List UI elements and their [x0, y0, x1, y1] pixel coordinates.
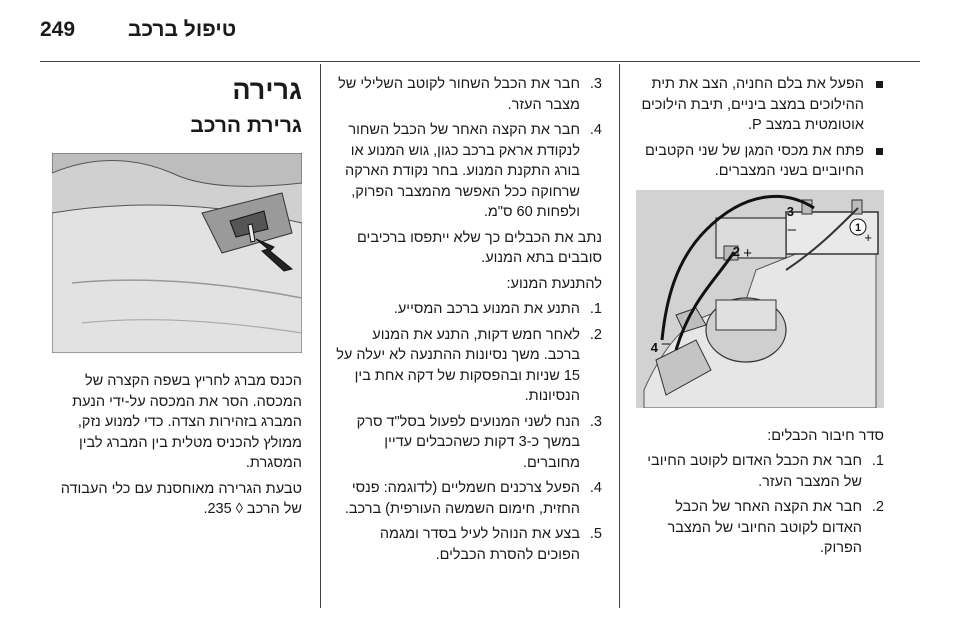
step-item: 1. חבר את הכבל האדום לקוטב החיובי של המצבר העזר.	[647, 453, 884, 490]
plus-sign-2: +	[743, 244, 752, 262]
connect-order-heading: סדר חיבור הכבלים:	[767, 427, 884, 444]
start-engine-heading: להתנעת המנוע:	[506, 275, 602, 292]
header-rule	[40, 61, 920, 62]
column-middle	[336, 74, 602, 570]
towing-subtitle: גרירת הרכב	[190, 114, 302, 137]
bullet-item: פתח את מכסי המגן של שני הקטבים החיוביים בשני המצברים.	[636, 141, 884, 182]
minus-sign-3: –	[787, 220, 796, 238]
step-item: 4. חבר את הקצה האחר של הכבל השחור לנקודת אראק ברכב כגון, גוש המנוע או בורג התקנת המנוע. בחר נקודת הארקה שרחוקה ככל האפשר מהמצבר הפרוק, ולפחות 60 ס"מ.	[345, 122, 602, 220]
column-left	[52, 74, 302, 525]
towing-title: גרירה	[232, 75, 302, 105]
engine-bay-illustration	[636, 190, 884, 408]
minus-sign-4: –	[661, 334, 670, 352]
connect-steps-continued	[336, 74, 602, 223]
connect-steps	[636, 451, 884, 559]
page-number: 249	[40, 18, 76, 41]
jump-start-figure	[636, 190, 884, 408]
figure-label-2: 2	[732, 243, 740, 259]
figure-label-1: 1	[854, 221, 862, 234]
column-right	[636, 74, 884, 564]
step-item: 5. בצע את הנוהל לעיל בסדר ומגמה הפוכים להסרת הכבלים.	[379, 526, 602, 563]
column-divider-left	[320, 64, 321, 608]
towing-cover-figure	[52, 153, 302, 353]
cover-removal-text: הכנס מברג לחריץ בשפה הקצרה של המכסה. הסר את המכסה על-ידי הנעת המברג בזהירות הצדה. כדי למנוע נזק, ממולץ להכניס מטלית בין המברג לבין המסגרת.	[72, 373, 302, 471]
bullet-square-icon	[876, 81, 883, 88]
page-header	[40, 14, 920, 54]
step-item: 4. הפעל צרכנים חשמליים (לדוגמה: פנסי החזית, חימום השמשה העורפית) ברכב.	[344, 480, 602, 517]
step-item: 3. חבר את הכבל השחור לקוטב השלילי של מצבר העזר.	[338, 76, 602, 113]
bumper-cover-illustration	[52, 153, 302, 353]
figure-label-4: 4	[650, 339, 658, 355]
column-divider-right	[619, 64, 620, 608]
step-item: 2. לאחר חמש דקות, התנע את המנוע ברכב. משך נסיונות ההתנעה לא יעלה על 15 שניות ובהפסקות של דקה אחת בין הנסיונות.	[336, 326, 602, 404]
step-item: 2. חבר את הקצה האחר של הכבל האדום לקוטב החיובי של המצבר הפרוק.	[667, 499, 884, 556]
towing-eye-text: טבעת הגרירה מאוחסנת עם כלי העבודה של הרכב ◊ 235.	[60, 480, 302, 517]
bullet-item: הפעל את בלם החניה, הצב את תית ההילוכים במצב ביניים, תיבת הילוכים אוטומטית במצב P.	[636, 74, 884, 136]
step-item: 3. הנח לשני המנועים לפעול בסל"ד סרק במשך כ-3 דקות כשהכבלים עדיין מחוברים.	[356, 413, 602, 471]
figure-label-3: 3	[786, 203, 794, 219]
plus-sign-1: +	[864, 229, 872, 245]
step-item: 1. התנע את המנוע ברכב המסייע.	[393, 301, 602, 317]
prep-bullets	[636, 74, 884, 182]
bullet-square-icon	[876, 148, 883, 155]
start-steps	[336, 299, 602, 565]
section-title: טיפול ברכב	[128, 18, 237, 41]
cable-routing-note: נתב את הכבלים כך שלא ייתפסו ברכיבים סובבים בתא המנוע.	[357, 229, 602, 266]
